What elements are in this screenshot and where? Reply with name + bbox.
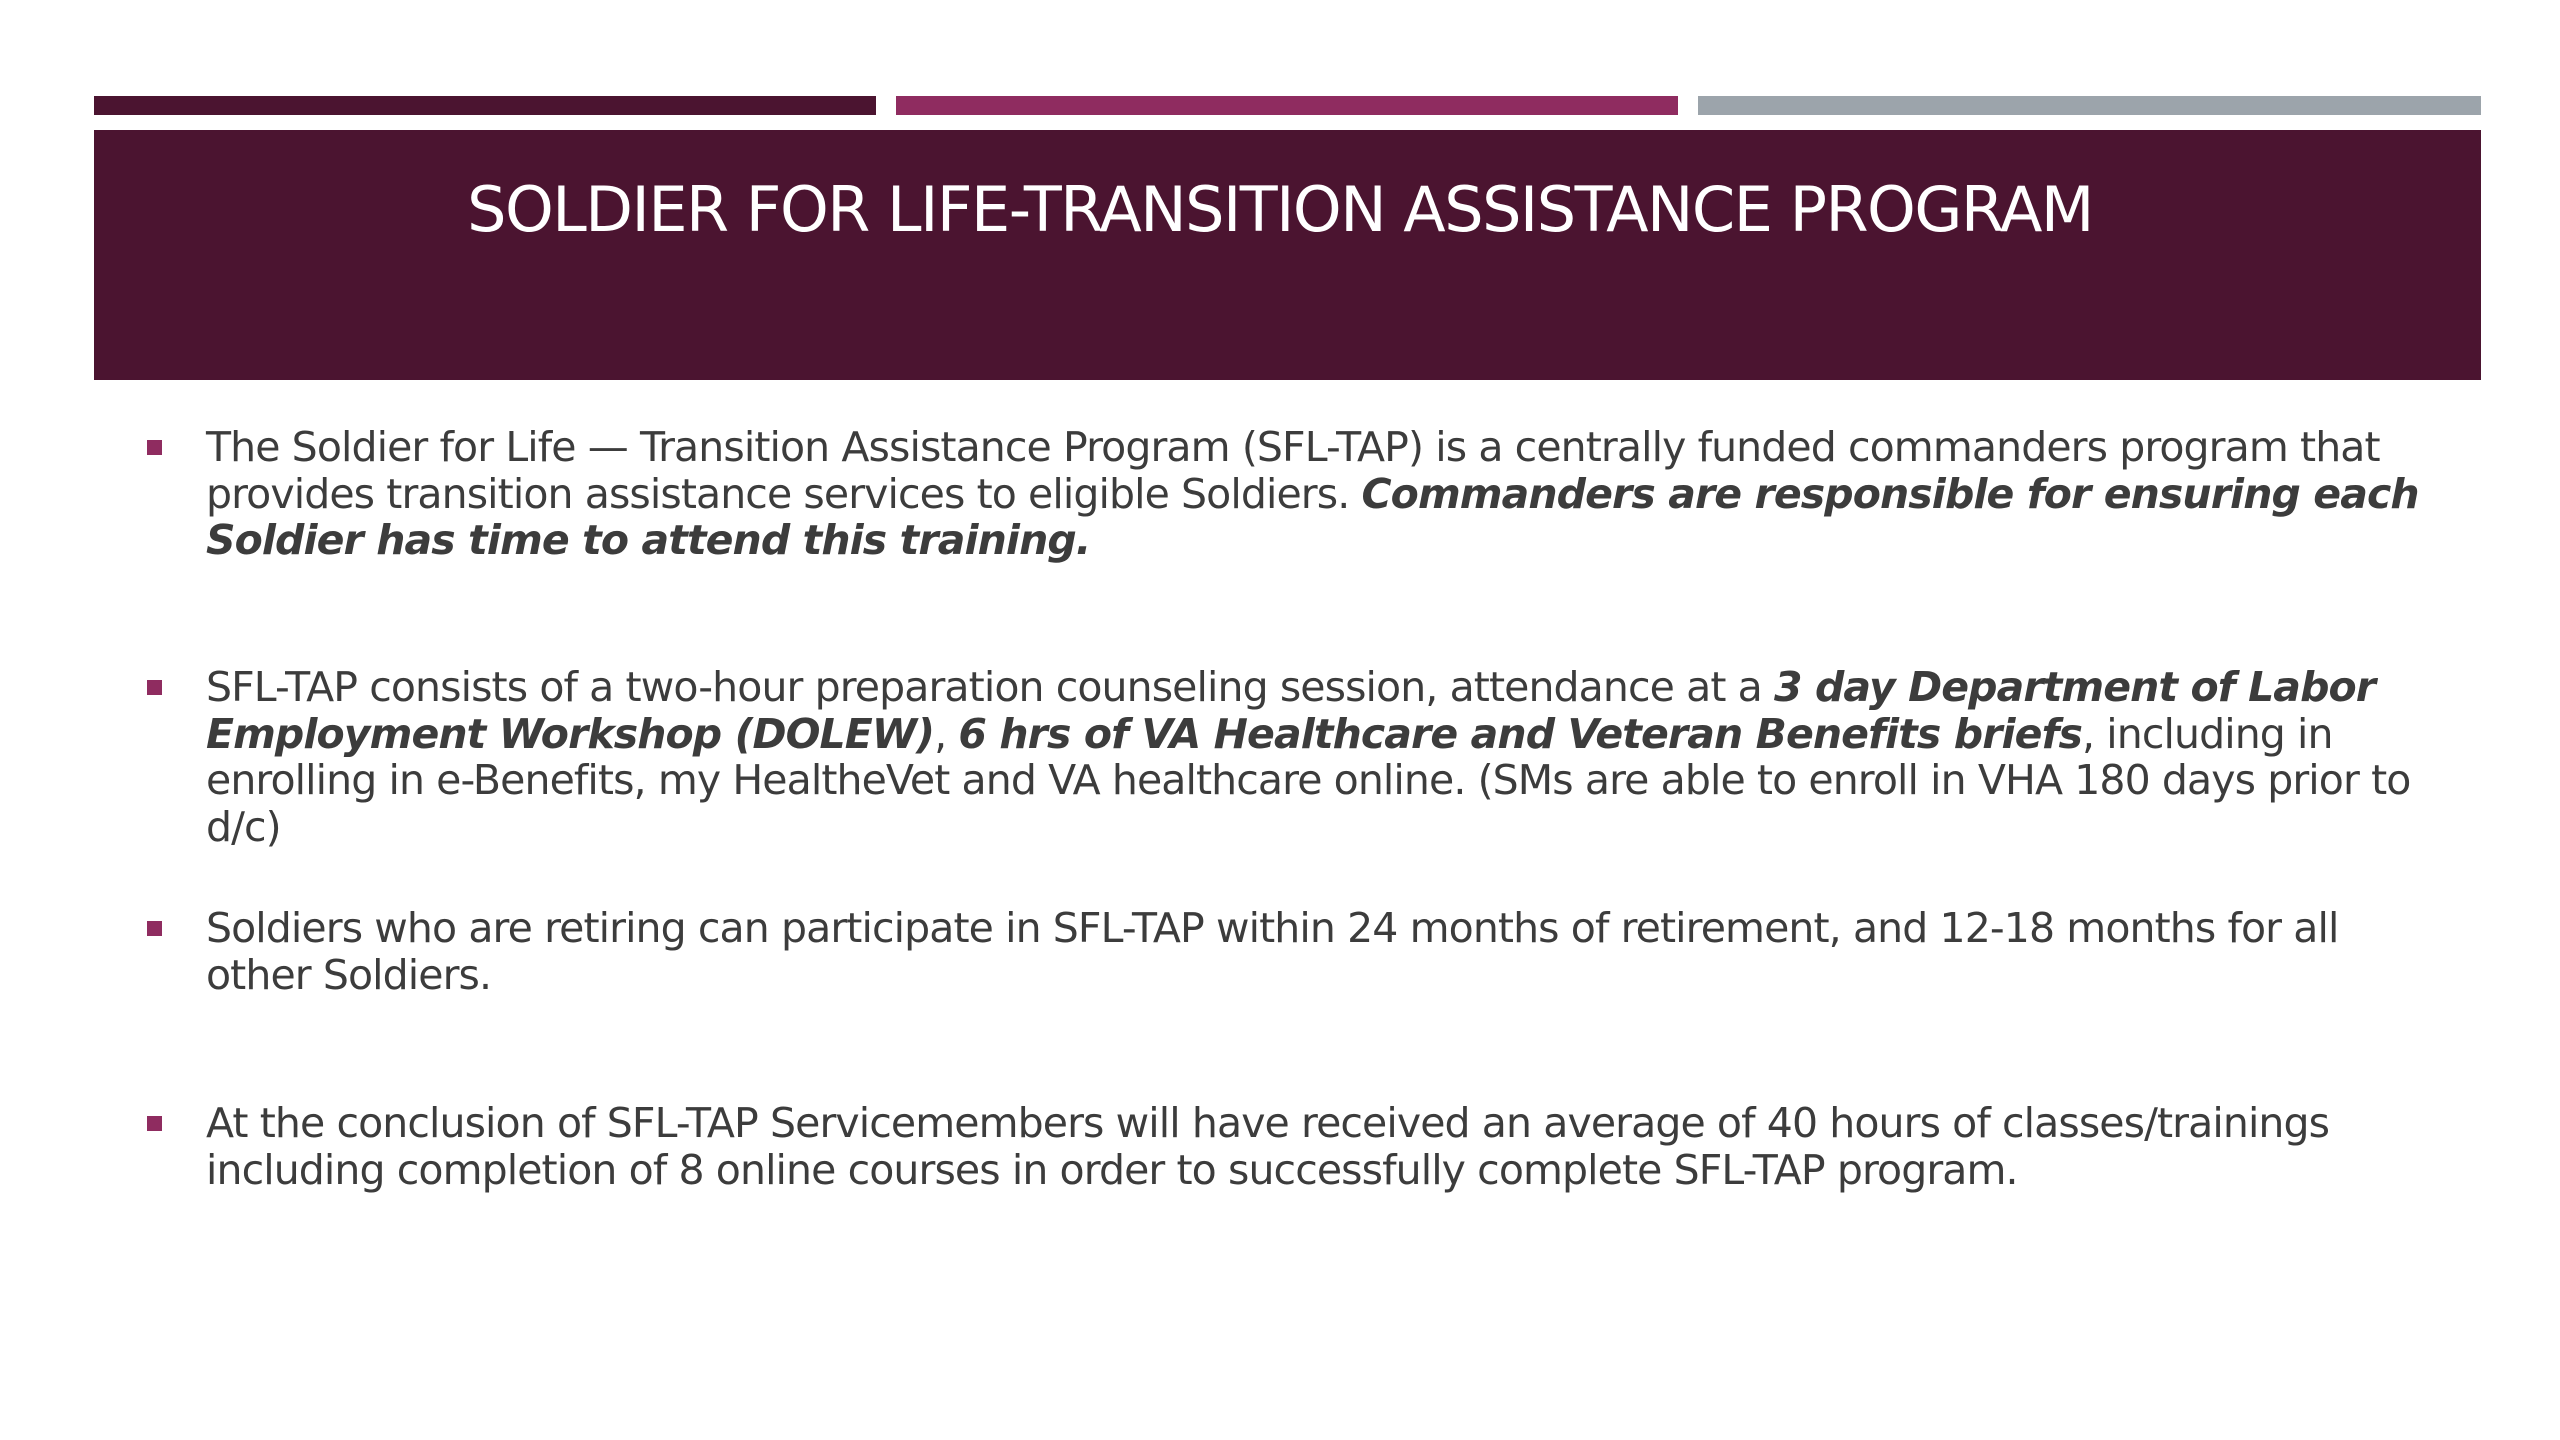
- title-band: [94, 130, 2481, 380]
- accent-bar-magenta: [896, 96, 1678, 115]
- bullet-text: , including in enrolling in e-Benefits, my HealtheVet and VA healthcare online. (SMs are able to enroll in VHA 180 days prior to d/c): [206, 709, 2411, 851]
- bullet-item-eligibility: [206, 905, 2432, 998]
- bullet-text: ,: [934, 709, 959, 758]
- bullet-text: SFL-TAP consists of a two-hour preparation counseling session, attendance at a: [206, 663, 1774, 711]
- square-bullet-icon: [147, 440, 162, 455]
- bullet-emphasis: 6 hrs of VA Healthcare and Veteran Benefits briefs: [958, 709, 2083, 758]
- bullet-text: At the conclusion of SFL-TAP Servicemembers will have received an average of 40 hours of classes/trainings including completion of 8 online courses in order to successfully complete SFL-TAP program.: [206, 1099, 2330, 1194]
- bullet-emphasis: Commanders are responsible for ensuring each Soldier has time to attend this training.: [206, 469, 2419, 564]
- bullet-text: The Soldier for Life — Transition Assistance Program (SFL-TAP) is a centrally funded commanders program that provides transition assistance services to eligible Soldiers.: [206, 423, 2380, 518]
- accent-bar-dark: [94, 96, 876, 115]
- bullet-item-conclusion: [206, 1100, 2432, 1193]
- slide-title: SOLDIER FOR LIFE-TRANSITION ASSISTANCE PROGRAM: [467, 173, 2093, 246]
- square-bullet-icon: [147, 921, 162, 936]
- bullet-item-components: [206, 664, 2432, 850]
- bullet-emphasis: 3 day Department of Labor Employment Workshop (DOLEW): [206, 663, 2376, 758]
- bullet-text: Soldiers who are retiring can participate in SFL-TAP within 24 months of retirement, and 12-18 months for all other Soldiers.: [206, 904, 2339, 999]
- accent-bar-gray: [1698, 96, 2481, 115]
- square-bullet-icon: [147, 680, 162, 695]
- bullet-item-funding: [206, 424, 2432, 564]
- square-bullet-icon: [147, 1116, 162, 1131]
